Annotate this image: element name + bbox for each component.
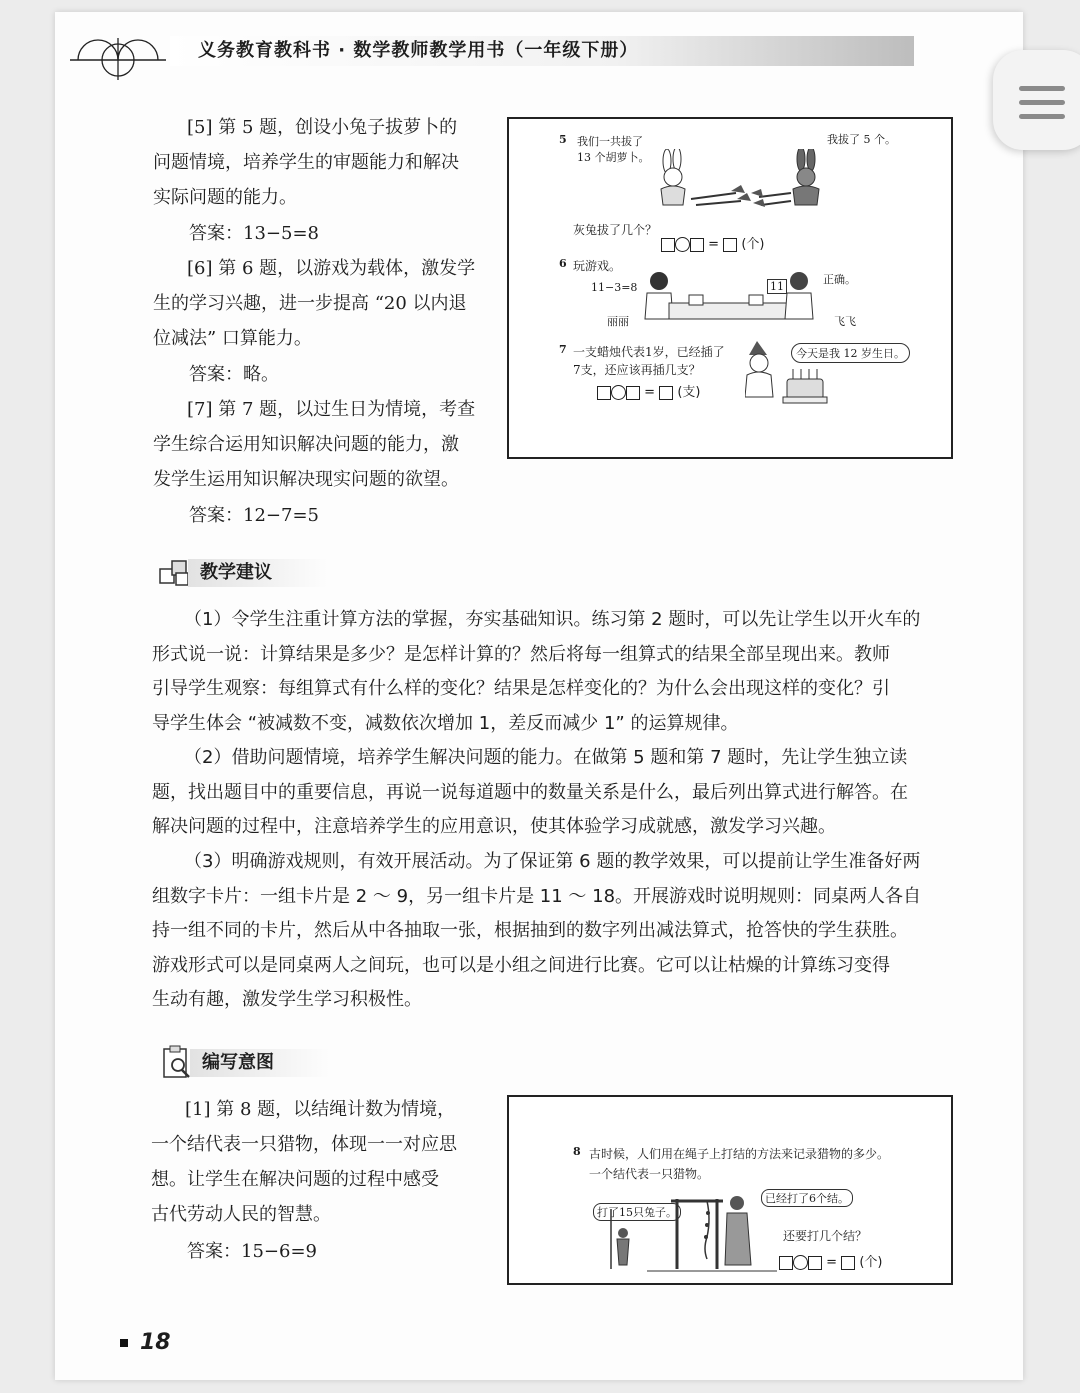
page-header bbox=[70, 30, 910, 80]
clipboard-magnifier-icon bbox=[160, 1045, 194, 1081]
q8-number: 8 bbox=[573, 1145, 581, 1158]
q7-speech: 今天是我 12 岁生日。 bbox=[791, 343, 910, 363]
text-line: 位减法” 口算能力。 bbox=[153, 328, 312, 349]
answer-7 bbox=[189, 498, 319, 533]
rabbits-pulling-carrots-illustration bbox=[641, 149, 841, 211]
text-line: 古代劳动人民的智慧。 bbox=[151, 1204, 331, 1225]
text-line: [6] 第 6 题，以游戏为载体，激发学 bbox=[187, 258, 476, 279]
q8-speech-right: 已经打了6个结。 bbox=[761, 1189, 853, 1207]
text-line: 导学生体会 “被减数不变，减数依次增加 1，差反而减少 1” 的运算规律。 bbox=[152, 712, 739, 734]
answer-6 bbox=[189, 357, 279, 392]
q8-text-line-1: 古时候，人们用在绳子上打结的方法来记录猎物的多少。 bbox=[589, 1147, 890, 1161]
q5-unit: (个) bbox=[741, 237, 765, 252]
intent-answer bbox=[187, 1234, 317, 1269]
note-6 bbox=[153, 251, 475, 356]
q5-speech-right: 我拔了 5 个。 bbox=[827, 133, 896, 146]
q7-unit: (支) bbox=[677, 385, 701, 400]
q8-question: 还要打几个结？ bbox=[783, 1229, 868, 1243]
text-line: 组数字卡片：一组卡片是 2 ～ 9，另一组卡片是 11 ～ 18。开展游戏时说明规则：同桌两人各自 bbox=[152, 885, 922, 907]
teaching-para-1 bbox=[152, 603, 952, 741]
q5-equation-blanks: = (个) bbox=[661, 233, 764, 252]
q8-unit: (个) bbox=[859, 1255, 883, 1270]
text-line: 引导学生观察：每组算式有什么样的变化？结果是怎样变化的？为什么会出现这样的变化？引 bbox=[152, 678, 890, 699]
menu-line-icon bbox=[1019, 100, 1065, 105]
text-line: 生的学习兴趣，进一步提高 “20 以内退 bbox=[153, 293, 467, 314]
page-number bbox=[120, 1330, 171, 1355]
text-line: （3）明确游戏规则，有效开展活动。为了保证第 6 题的教学效果，可以提前让学生准备好两 bbox=[184, 851, 921, 872]
q7-number: 7 bbox=[559, 343, 567, 356]
q7-text-line-2: 7支，还应该再插几支？ bbox=[573, 363, 701, 377]
text-line: 生动有趣，激发学生学习积极性。 bbox=[152, 989, 422, 1010]
text-line: 解决问题的过程中，注意培养学生的应用意识，使其体验学习成就感，激发学习兴趣。 bbox=[152, 816, 836, 837]
q6-title: 玩游戏。 bbox=[573, 259, 622, 273]
text-line: 形式说一说：计算结果是多少？是怎样计算的？然后将每一组算式的结果全部呈现出来。教师 bbox=[152, 643, 890, 665]
q8-text-line-2: 一个结代表一只猎物。 bbox=[589, 1167, 710, 1181]
teaching-para-3 bbox=[152, 845, 952, 1018]
text-line: （1）令学生注重计算方法的掌握，夯实基础知识。练习第 2 题时，可以先让学生以开火车的 bbox=[184, 609, 921, 630]
text-line: [1] 第 8 题，以结绳计数为情境， bbox=[185, 1099, 456, 1120]
text-line: 发学生运用知识解决现实问题的欲望。 bbox=[153, 469, 459, 490]
q6-number: 6 bbox=[559, 257, 567, 270]
note-5 bbox=[153, 110, 459, 215]
q5-question: 灰兔拔了几个？ bbox=[573, 223, 658, 237]
blocks-icon bbox=[158, 555, 192, 589]
q6-name-right: 飞飞 bbox=[834, 315, 856, 328]
teaching-para-2 bbox=[152, 741, 952, 845]
answer-text: 答案：13−5=8 bbox=[189, 223, 319, 244]
answer-text: 答案：略。 bbox=[189, 364, 279, 385]
section-title: 编写意图 bbox=[202, 1052, 274, 1073]
text-line: 学生综合运用知识解决问题的能力，激 bbox=[153, 434, 459, 455]
exercise-figure-8 bbox=[507, 1095, 953, 1285]
intent-note-1 bbox=[151, 1092, 457, 1232]
q5-speech-left: 我们一共拔了 bbox=[577, 135, 643, 148]
q7-text-line-1: 一支蜡烛代表1岁，已经插了 bbox=[573, 345, 725, 359]
text-line: 问题情境，培养学生的审题能力和解决 bbox=[153, 152, 459, 173]
q8-speech-left: 打了15只兔子。 bbox=[593, 1203, 681, 1221]
text-line: 实际问题的能力。 bbox=[153, 187, 297, 208]
square-bullet-icon bbox=[120, 1339, 128, 1347]
text-line: 一个结代表一只猎物，体现一一对应思 bbox=[151, 1134, 457, 1155]
answer-text: 答案：15−6=9 bbox=[187, 1241, 317, 1262]
q8-equation-blanks: = (个) bbox=[779, 1251, 882, 1270]
q6-card: 11 bbox=[767, 279, 787, 294]
text-line: （2）借助问题情境，培养学生解决问题的能力。在做第 5 题和第 7 题时，先让学生独立读 bbox=[184, 747, 908, 768]
exercise-figure-5-7 bbox=[507, 117, 953, 459]
page-number-text: 18 bbox=[140, 1330, 171, 1355]
q6-speech: 正确。 bbox=[823, 273, 856, 286]
answer-text: 答案：12−7=5 bbox=[189, 505, 319, 526]
header-title: 义务教育教科书 · 数学教师教学用书（一年级下册） bbox=[198, 40, 639, 61]
text-line: 持一组不同的卡片，然后从中各抽取一张，根据抽到的数字列出减法算式，抢答快的学生获胜。 bbox=[152, 920, 908, 941]
children-playing-card-game-illustration bbox=[629, 269, 829, 327]
text-line: 想。让学生在解决问题的过程中感受 bbox=[151, 1169, 439, 1190]
protractor-logo-icon bbox=[70, 32, 170, 80]
birthday-girl-with-cake-illustration bbox=[745, 339, 829, 409]
section-teaching-suggestions bbox=[158, 555, 378, 591]
q7-equation-blanks: = (支) bbox=[597, 381, 700, 400]
section-title: 教学建议 bbox=[200, 562, 272, 583]
text-line: [5] 第 5 题，创设小兔子拔萝卜的 bbox=[187, 117, 458, 138]
text-line: 游戏形式可以是同桌两人之间玩，也可以是小组之间进行比赛。它可以让枯燥的计算练习变得 bbox=[152, 954, 890, 976]
text-line: [7] 第 7 题，以过生日为情境，考查 bbox=[187, 399, 476, 420]
q6-equation: 11−3=8 bbox=[591, 281, 638, 294]
q5-number: 5 bbox=[559, 133, 567, 146]
menu-button[interactable] bbox=[993, 50, 1080, 150]
note-7 bbox=[153, 392, 475, 497]
q6-name-left: 丽丽 bbox=[607, 315, 629, 328]
answer-5 bbox=[189, 216, 319, 251]
menu-line-icon bbox=[1019, 114, 1065, 119]
section-writing-intent bbox=[160, 1045, 380, 1081]
q5-speech-left-2: 13 个胡萝卜。 bbox=[577, 151, 650, 164]
text-line: 题，找出题目中的重要信息，再说一说每道题中的数量关系是什么，最后列出算式进行解答。在 bbox=[152, 781, 908, 803]
menu-line-icon bbox=[1019, 86, 1065, 91]
knotted-rope-hunter-illustration bbox=[607, 1189, 787, 1277]
